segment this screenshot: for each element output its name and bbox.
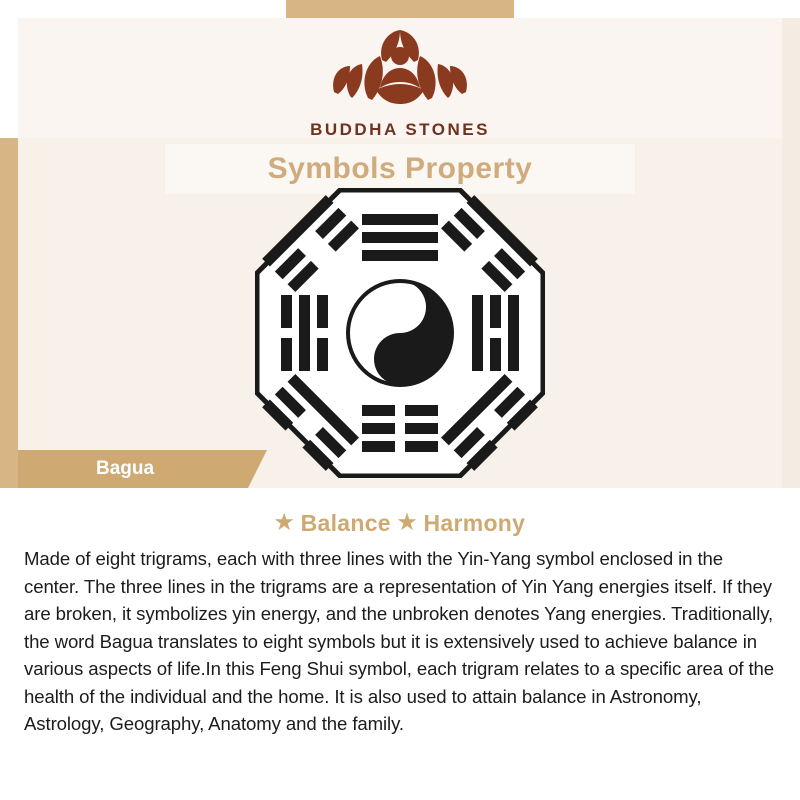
symbol-label: Bagua [96,458,155,479]
description-section [0,488,800,800]
brand-name: BUDDHA STONES [310,120,490,139]
bagua-yin-yang-icon [255,188,545,483]
top-band-notch-right [514,0,800,18]
symbol-label-tab [18,450,248,488]
symbol-illustration [0,200,800,470]
star-icon-right: ★ [397,511,417,534]
tagline-word-one: Balance [300,510,391,536]
title-banner [165,144,635,194]
tagline-word-two: Harmony [423,510,526,536]
page-title: Symbols Property [267,152,533,185]
top-band-notch-left [0,0,286,18]
description-text: Made of eight trigrams, each with three lines with the Yin-Yang symbol enclosed in the center. The three lines in the trigrams are a representation of Yin Yang energies itself. If they are broken, it symbolizes yin energy, and the unbroken denotes Yang energies. Traditionally, the word Bagua translates to eight symbols but it is extensively used to achieve balance in various aspects of life.In this Feng Shui symbol, each trigram relates to a specific area of the health of the individual and the home. It is also used to attain balance in Astronomy, Astrology, Geography, Anatomy and the family. [24,548,775,734]
star-icon-left: ★ [274,511,294,534]
brand-logo [0,26,800,140]
lotus-meditation-icon [0,26,800,116]
tagline [0,488,800,537]
